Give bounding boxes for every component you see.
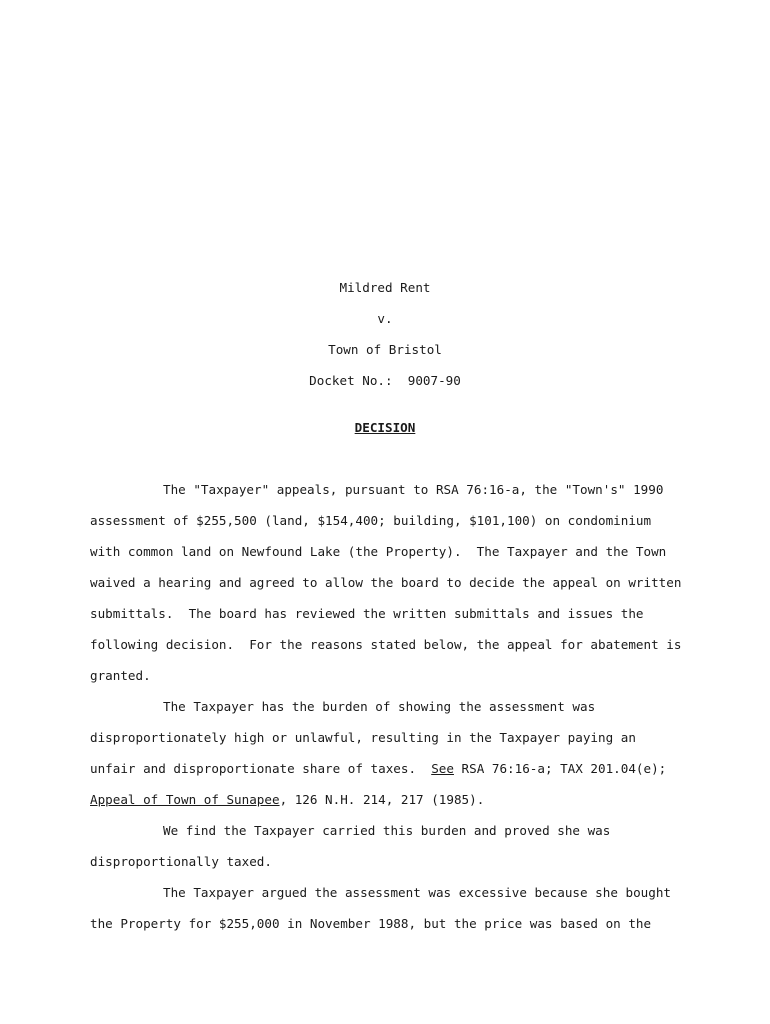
decision-heading: DECISION: [354, 420, 416, 435]
body-line-case: [90, 792, 484, 808]
body-line: with common land on Newfound Lake (the Property). The Taxpayer and the Town: [90, 544, 667, 559]
docket-number: Docket No.: 9007-90: [309, 373, 461, 388]
body-text: unfair and disproportionate share of taxes.: [90, 761, 432, 776]
versus-label: v.: [377, 311, 393, 326]
body-line: disproportionally taxed.: [90, 854, 272, 869]
body-line: granted.: [90, 668, 151, 683]
body-line: the Property for $255,000 in November 1988, but the price was based on the: [90, 916, 652, 931]
body-line: disproportionately high or unlawful, resulting in the Taxpayer paying an: [90, 730, 636, 745]
party-name-town: Town of Bristol: [328, 342, 442, 357]
body-text: RSA 76:16-a; TAX 201.04(e);: [453, 761, 667, 776]
body-line: waived a hearing and agreed to allow the board to decide the appeal on written: [90, 575, 682, 590]
case-name: Appeal of Town of Sunapee: [90, 792, 280, 807]
body-line-citation: [90, 761, 666, 777]
body-line: assessment of $255,500 (land, $154,400; building, $101,100) on condominium: [90, 513, 652, 528]
body-line: The Taxpayer has the burden of showing the assessment was: [163, 699, 596, 714]
body-line: The Taxpayer argued the assessment was excessive because she bought: [163, 885, 671, 900]
body-line: The "Taxpayer" appeals, pursuant to RSA 76:16-a, the "Town's" 1990: [163, 482, 664, 497]
body-line: following decision. For the reasons stated below, the appeal for abatement is: [90, 637, 682, 652]
case-citation: , 126 N.H. 214, 217 (1985).: [279, 792, 485, 807]
party-name-taxpayer: Mildred Rent: [339, 280, 431, 295]
body-line: We find the Taxpayer carried this burden and proved she was: [163, 823, 611, 838]
see-signal: See: [431, 761, 454, 776]
body-line: submittals. The board has reviewed the written submittals and issues the: [90, 606, 644, 621]
